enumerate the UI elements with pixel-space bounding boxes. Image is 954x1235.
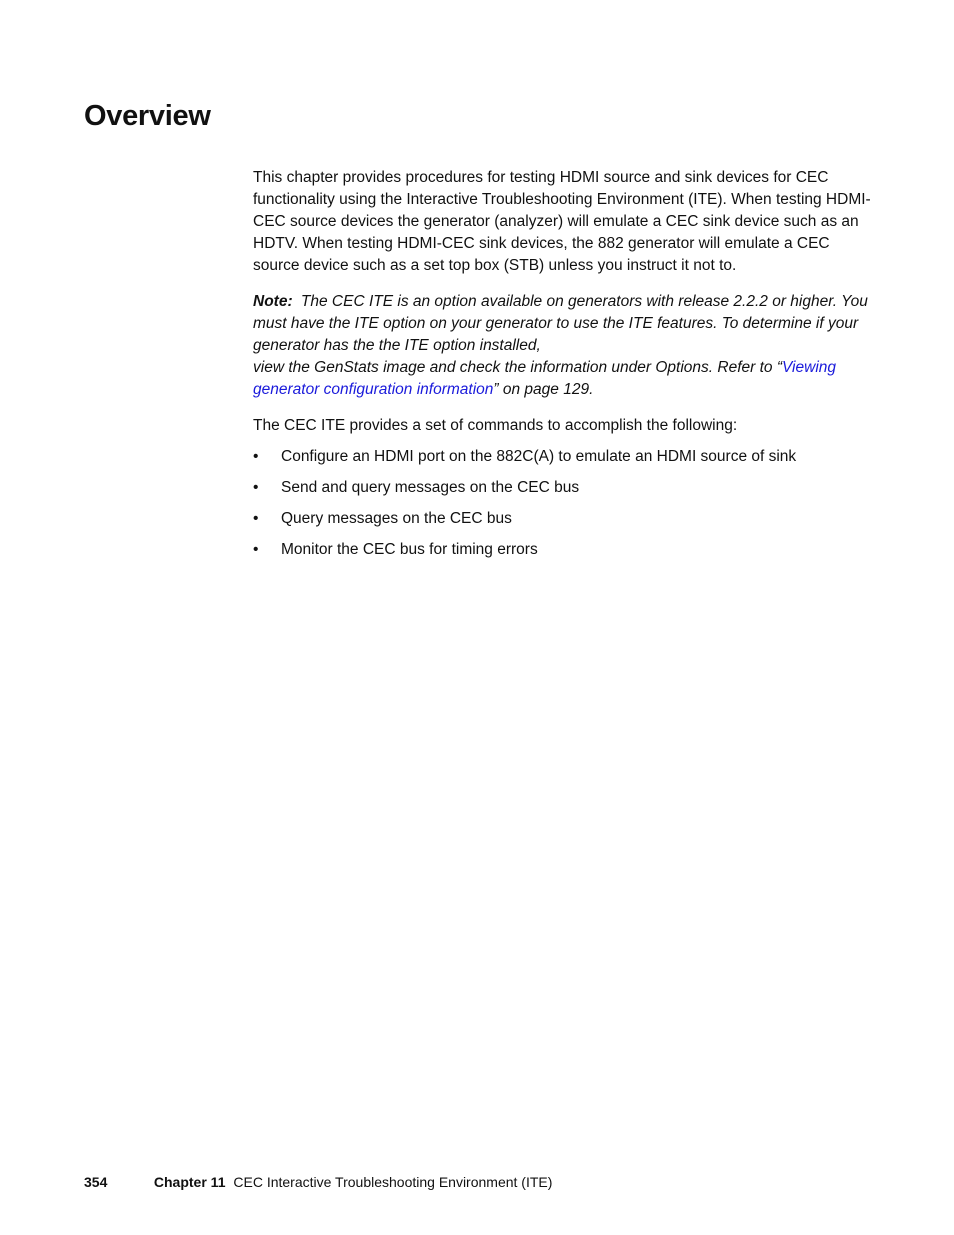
list-item <box>253 446 878 468</box>
chapter-title: CEC Interactive Troubleshooting Environment (ITE) <box>233 1174 553 1190</box>
note-text-part1: The CEC ITE is an option available on generators with release 2.2.2 or higher. You must have the ITE option on your generator to use the ITE features. To determine if your generator has the the ITE option installed, <box>253 293 868 354</box>
bullet-icon: • <box>253 541 259 558</box>
list-item-text: Send and query messages on the CEC bus <box>281 479 580 496</box>
section-heading: Overview <box>84 100 211 132</box>
main-content <box>253 167 878 570</box>
bullet-icon: • <box>253 479 259 496</box>
list-item-text: Query messages on the CEC bus <box>281 510 512 527</box>
list-item <box>253 539 878 561</box>
chapter-label: Chapter 11 <box>153 1174 226 1190</box>
note-label: Note: <box>253 293 293 310</box>
list-item <box>253 508 878 530</box>
list-item-text: Monitor the CEC bus for timing errors <box>281 541 538 558</box>
intro-paragraph: This chapter provides procedures for testing HDMI source and sink devices for CEC functionality using the Interactive Troubleshooting Environment (ITE). When testing HDMI-CEC source devices the generator (analyzer) will emulate a CEC sink device such as an HDTV. When testing HDMI-CEC sink devices, the 882 generator will emulate a CEC source device such as a set top box (STB) unless you instruct it not to. <box>253 169 871 274</box>
note-paragraph <box>253 291 878 401</box>
page-number: 354 <box>84 1174 108 1190</box>
commands-lead-paragraph: The CEC ITE provides a set of commands to accomplish the following: <box>253 417 738 434</box>
bullet-icon: • <box>253 510 259 527</box>
page-footer <box>84 1173 552 1191</box>
commands-list <box>253 446 878 561</box>
viewing-config-link[interactable]: Viewing generator configuration information <box>253 359 837 398</box>
note-text-part2: view the GenStats image and check the information under Options. Refer to “ <box>253 359 782 376</box>
note-text-part3: ” on page 129. <box>493 381 594 398</box>
bullet-icon: • <box>253 448 259 465</box>
list-item <box>253 477 878 499</box>
list-item-text: Configure an HDMI port on the 882C(A) to emulate an HDMI source of sink <box>281 448 797 465</box>
